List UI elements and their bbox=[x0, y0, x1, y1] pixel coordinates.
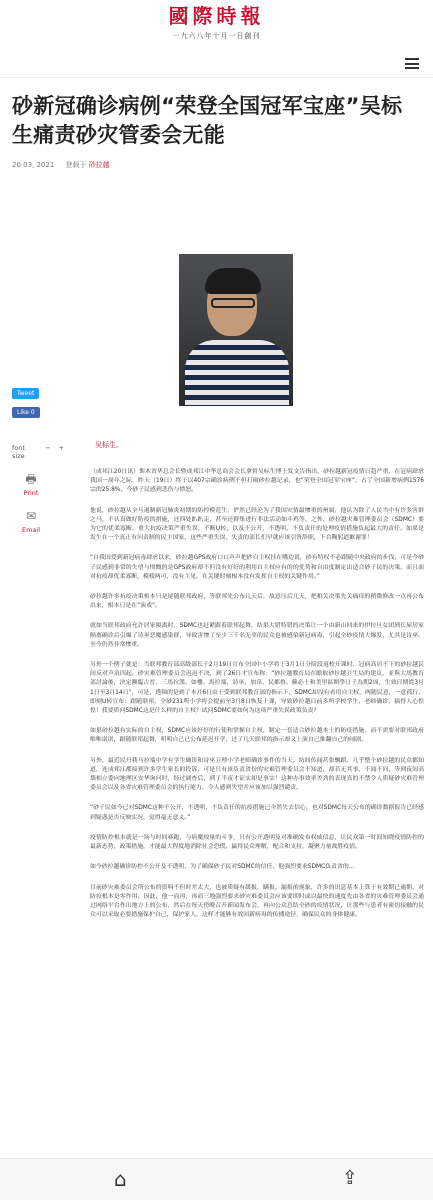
site-logo[interactable]: 國際時報 bbox=[168, 4, 265, 28]
font-decrease-button[interactable]: − bbox=[45, 444, 51, 452]
paragraph: 砂拉越许多抗疫决策根本只是尾随联邦政府，等联邦先公布几天后，故意压后几天，把相关决策先关痛痒的稍微修改一点再公布出来，根本只是在“演戏”。 bbox=[90, 594, 424, 610]
email-tool[interactable] bbox=[12, 509, 50, 534]
font-size-label: font size bbox=[12, 444, 25, 460]
article-body bbox=[90, 468, 424, 931]
print-tool[interactable] bbox=[12, 472, 50, 497]
envelope-icon: ✉ bbox=[25, 509, 37, 523]
article-title: 砂新冠确诊病例“荣登全国冠军宝座”吴标生痛责砂灾管委会无能 bbox=[12, 94, 403, 147]
side-toolbar bbox=[12, 170, 64, 534]
hamburger-menu-icon[interactable] bbox=[405, 58, 419, 69]
paragraph: 如今砂拉越确诊防控不公开及不透明，为了确保砂子民对SDMC的信任，他强烈要求SDMC负责省的... bbox=[90, 864, 355, 871]
home-icon[interactable]: ⌂ bbox=[114, 1167, 127, 1191]
founded-line: 一九六八年十月一日創刊 bbox=[172, 32, 261, 40]
paragraph: 就如当联邦政府允许居家隔离时，SDMC也赶紧跟着联邦起舞，结果大错特错的决策让一个由新山回来的伊拉旦女团到长屋居家隔离确诊后引爆了诗巫恶魔感染群，导致害惨了至少三千名无辜的民众也被感染新冠病毒，引起全砂疫情大爆发，尤其是诗巫，至今仍然非常惨重。 bbox=[90, 623, 424, 648]
paragraph: “自我国爱到新冠病毒肆虐以来，砂拉越GPS政府口口声声把砂自主权挂在嘴边说，砂有特权不必跟随中央政府的步伐，可是今砂子民感到非常的失望与愤慨的是GPS政府却不但没有好好的利用自主权应有的的优势和自由度制定出适合砂子民的决策，而且面对抗疫却优柔寡断，模棱两可，没有主见，在关键时刻根本没有发挥自主权的关键作用。” bbox=[90, 555, 424, 580]
posted-by-label: 登载于 bbox=[65, 161, 87, 169]
paragraph: 另外，最近民丹莪马拉端中学有学生确诊和诗巫卫理小学老师确诊事件的当天，坊间传闻甚张飘蹈，几乎整个砂拉越的民众都知道，连成邦江都接到许多学生家长的投诉，可是只有该负责省份的灾难管理委员会不知道，却若无其事，不闻不问，等到夜间高墙相立委向地理区安华询问时，经过调查后，到了半夜才证实却是事实！这种办事效率差劲的表现真的不禁令人质疑砂灾难管理委员会以及各省灾难管理委员会的执行能力，令人感到失望并应该加以强烈谴责。 bbox=[90, 757, 424, 792]
top-navbar bbox=[0, 50, 433, 78]
bottom-nav-bar bbox=[0, 1158, 433, 1200]
print-label[interactable]: Print bbox=[23, 489, 39, 497]
author-link[interactable]: 砂拉越 bbox=[88, 161, 110, 169]
paragraph: “砂子民如今已对SDMC这种不公开，不透明，不负责任的抗疫措施已全然失去信心，也对SDMC每天公布的确诊数据报告已经感到疑惑是否反映实况，觉得毫无意义。” bbox=[90, 805, 424, 821]
paragraph: （成邦江20日讯）斯木省华总会长暨成邦江中华总商会会长拿督吴标生博士发文告指出，砂拉越新冠疫情日趋严重，在冠病肆虐我国一周年之际，昨天（19日）终于以407宗确诊病例不但打破砂拉越记录，也“荣登全国冠军宝座”，占了全国新增病例1576宗的25.8%，今砂子民感到悲伤与愤怒。 bbox=[90, 469, 424, 494]
paragraph: 如果砂拉越有实际的自主权，SDMC应该好好的行使和掌握自主权，制定一套适合砂拉越本土的防疫措施，而不需要对联邦政府唯唯诺诺，跟随联邦起舞，明明自己已公布延迟开学，过了几天联邦的指示却又上演自己推翻自己的闹剧。 bbox=[90, 728, 424, 744]
masthead bbox=[0, 0, 433, 50]
article-photo bbox=[179, 254, 293, 406]
tweet-button[interactable]: Tweet bbox=[12, 388, 39, 399]
paragraph: 目前砂灾难委员会所公布的资料不但时差太大，也被质疑有缓报，瞒报，漏报的现象，许多的讯息基本上算于有效期已逾期，对防疫根本是零作用。因此，他一而再，再而三地强烈要求砂灾难委员会应该要即时或以最快的速度先由各省的灾难管理委员会通过网络平台作出地方上的公布，然后在每天傍晚召开新闻发布会，再向公众总结全砂的疫情状况，让那些与患者有密切接触的民众可以采取必要措施保护自己，保护家人，这样才能够有效回新病毒的传播途径，确保民众的身体健康。 bbox=[90, 884, 424, 919]
printer-icon: 🖶 bbox=[25, 472, 37, 486]
article-meta bbox=[0, 150, 433, 170]
font-size-control bbox=[12, 444, 64, 460]
paragraph: 他说，砂拉越从全马遏制新冠肺炎初期的防控模范生，俨然已经沦为了我国灾情最惨重的州属，他认为除了人民当中有许多害群之马，不认真做好防疫的措施，还四处趴趴走，甚至还群集进行非法活动如斗鸡等，之外，砂拉越灾难管理委员会（SDMC）要为它的优柔寡断，重大抗疫决策严重失误，不断U转，以及不公开，不透明，不负责任的处理疫情措施负起最大的责任。如果是发生在一个真正有问责制的民主国家，这些严重失误、失责的部长们早就应该引咎辞职，下台鞠躬道歉谢罪！ bbox=[90, 507, 424, 542]
email-label[interactable]: Email bbox=[21, 526, 41, 534]
font-increase-button[interactable]: + bbox=[58, 444, 64, 452]
paragraph: 疫情防控根本就是一场与时间赛跑，与病魔较量的斗争，只有公开透明及对准确发布权威信息，让民众第一时间知晓疫情防控的最新态势，政策措施，才能最大程度地消除社会恐慌，赢得民众理解，配合和支持，凝聚力量战胜疫情。 bbox=[90, 834, 424, 851]
like-button[interactable]: Like 0 bbox=[12, 407, 40, 418]
share-icon[interactable]: ⇪ bbox=[342, 1167, 358, 1189]
photo-caption: 吴标生。 bbox=[95, 441, 123, 449]
article-date: 20 03, 2021 bbox=[12, 161, 55, 169]
headline bbox=[0, 78, 433, 150]
paragraph: 另外一个例子就是：当联邦教育部高级部长于2月19日宣布全国中小学将于3月1日分阶段返校开课时，冠病高居不下的砂拉越民间反对声浪四起，砂灾难管理委员会迟迟不决，到了26日才宣布称：“砂拉越教育局在瞻取砂拉越卫生局的建议，並與大馬教育部討論後，決定瀕臨古晉、三馬拉漢、如樓、馬拉端、詩巫、加帛、民都魯、蘇必士和美里區開學日子為期2周，生效日期從3月1日至3月14日”，可是，透频的是到了本月6日由于受到联邦教育部的指示下，SDMC却没有看用自主权，两随民意，一意孤行，即刻U转宣布：跟随联邦，全砂231所小学将会提前至3月8日恢复上课，导致砂拉越日前多所学校学生，老师确诊，搞得人心惶惶！我要质问SDMC这是什么样的自主权？试问SDMC要如何为这项严重失误政策负责？ bbox=[90, 662, 424, 715]
